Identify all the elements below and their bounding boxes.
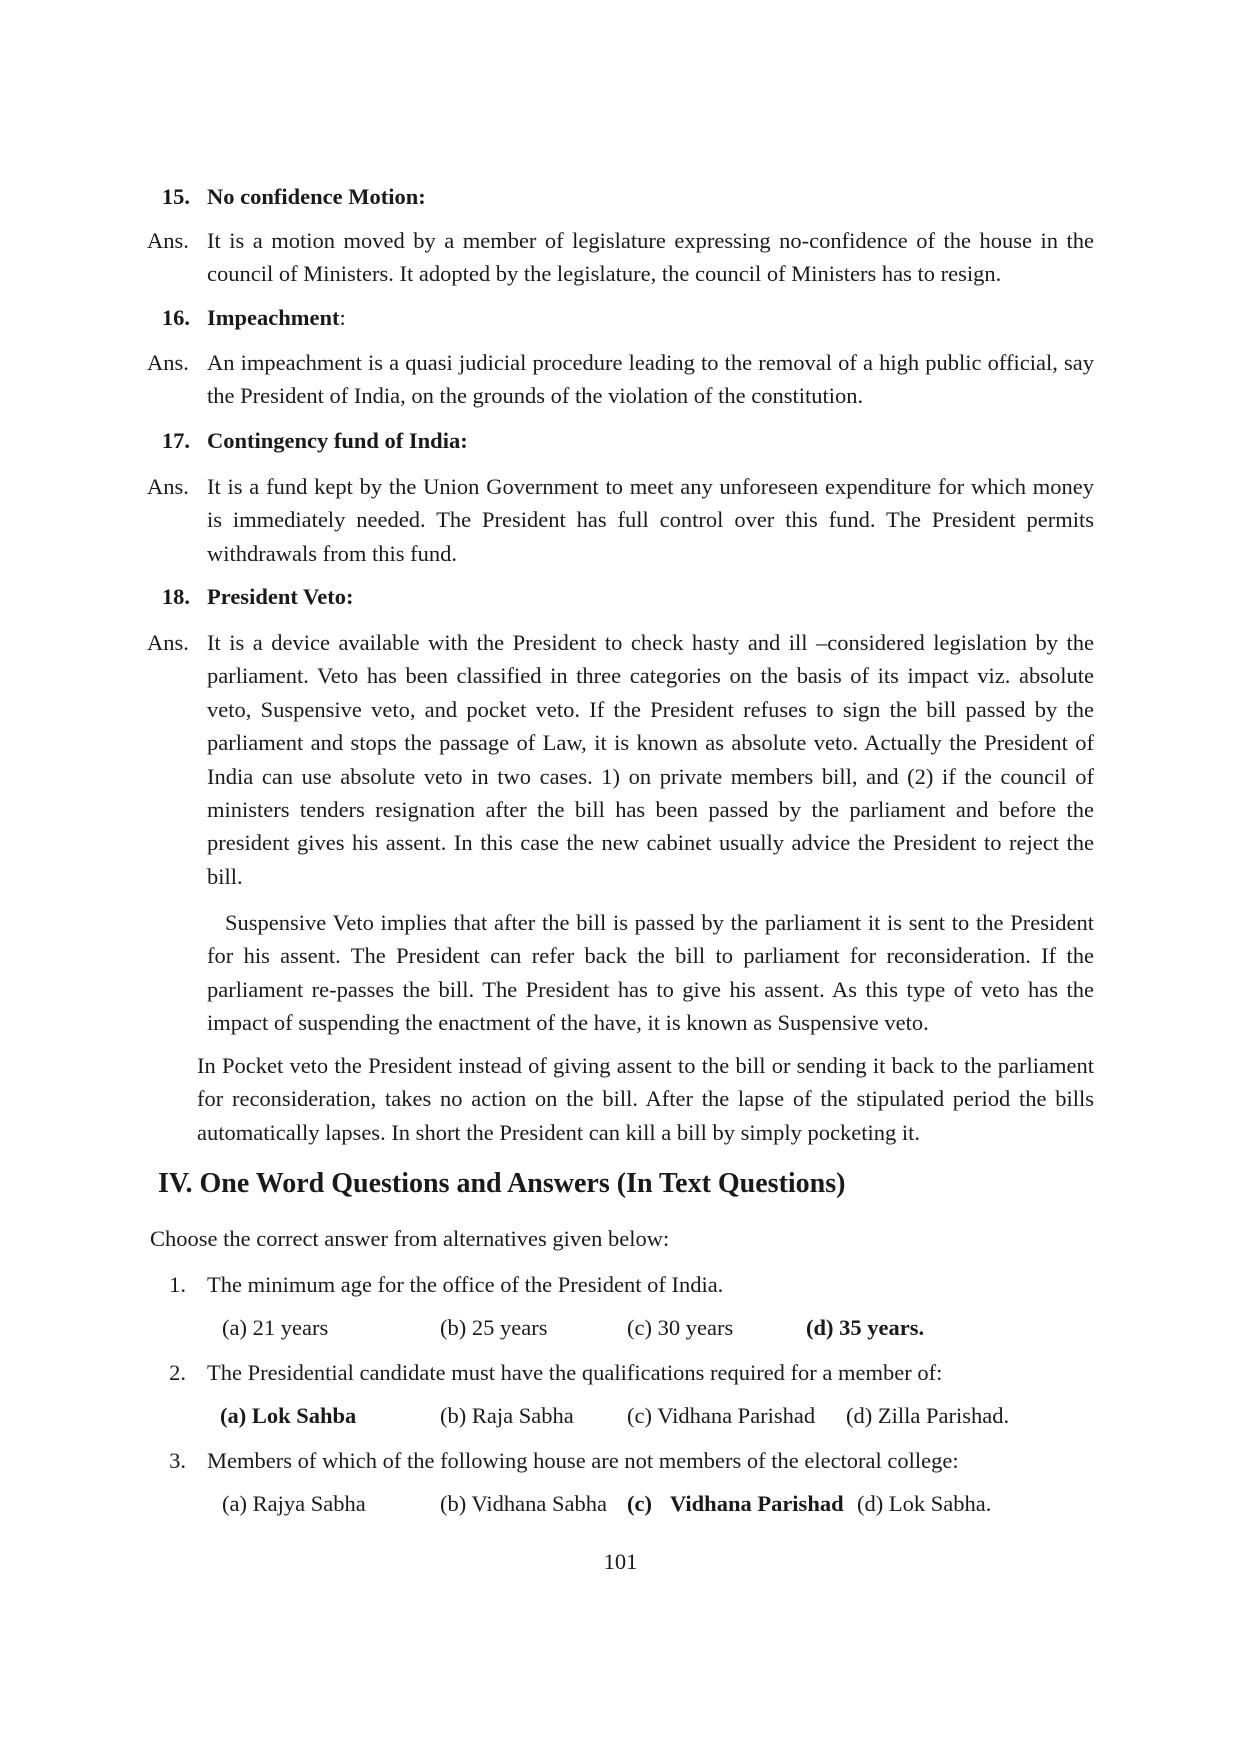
mcq-option-correct: (d) 35 years. <box>806 1315 925 1340</box>
mcq-number: 3. <box>169 1448 186 1473</box>
mcq-option: (c) 30 years <box>627 1315 734 1340</box>
item-title <box>207 301 346 334</box>
item-title-text: Impeachment <box>207 305 340 330</box>
item-title: No confidence Motion: <box>207 184 426 209</box>
mcq-option-correct: (a) Lok Sahba <box>220 1403 357 1428</box>
answer-paragraph: It is a fund kept by the Union Government to meet any unforeseen expenditure for which money is immediately needed. The President has full control over this fund. The President permits withdrawals from this fund. <box>207 474 1094 566</box>
mcq-question: The Presidential candidate must have the qualifications required for a member of: <box>207 1360 943 1385</box>
mcq-option: (b) Vidhana Sabha <box>440 1491 607 1516</box>
mcq-option: (a) Rajya Sabha <box>222 1491 366 1516</box>
section-heading: IV. One Word Questions and Answers (In Text Questions) <box>158 1168 846 1199</box>
pocket-veto-text: In Pocket veto the President instead of giving assent to the bill or sending it back to the parliament for reconsideration, takes no action on the bill. After the lapse of the stipulated period the bills automatically lapses. In short the President can kill a bill by simply pocketing it. <box>197 1053 1094 1145</box>
mcq-option-correct: Vidhana Parishad <box>670 1491 844 1516</box>
mcq-option: (d) Lok Sabha. <box>857 1491 992 1516</box>
item-number: 16. <box>161 305 190 330</box>
item-number: 18. <box>161 584 190 609</box>
mcq-number: 1. <box>169 1272 186 1297</box>
answer-paragraph-suspensive: Suspensive Veto implies that after the bill is passed by the parliament it is sent to the President for his assent. The President can refer back the bill to parliament for reconsideration. If the parliament re-passes the bill. The President has to give his assent. As this type of veto has the impact of suspending the enactment of the have, it is known as Suspensive veto. <box>207 910 1094 1036</box>
item-number: 15. <box>161 184 190 209</box>
mcq-option: (a) 21 years <box>222 1315 329 1340</box>
item-title: President Veto: <box>207 584 354 609</box>
answer-label: Ans. <box>147 630 189 655</box>
section-instruction: Choose the correct answer from alternatives given below: <box>150 1226 670 1251</box>
mcq-option: (b) 25 years <box>440 1315 548 1340</box>
mcq-option-correct-label: (c) <box>627 1491 652 1516</box>
answer-paragraph: It is a device available with the President to check hasty and ill –considered legislation by the parliament. Veto has been classified in three categories on the basis of its impact viz. absolute veto, Suspensive veto, and pocket veto. If the President refuses to sign the bill passed by the parliament and stops the passage of Law, it is known as absolute veto. Actually the President of India can use absolute veto in two cases. 1) on private members bill, and (2) if the council of ministers tenders resignation after the bill has been passed by the parliament and before the president gives his assent. In this case the new cabinet usually advice the President to reject the bill. <box>207 630 1094 889</box>
mcq-question: Members of which of the following house are not members of the electoral college: <box>207 1448 959 1473</box>
answer-paragraph-pocket <box>197 1049 1094 1149</box>
page-number: 101 <box>603 1549 638 1574</box>
mcq-question: The minimum age for the office of the President of India. <box>207 1272 724 1297</box>
mcq-option: (c) Vidhana Parishad <box>627 1403 816 1428</box>
mcq-number: 2. <box>169 1360 186 1385</box>
answer-paragraph: It is a motion moved by a member of legislature expressing no-confidence of the house in the council of Ministers. It adopted by the legislature, the council of Ministers has to resign. <box>207 228 1094 287</box>
answer-label: Ans. <box>147 350 189 375</box>
item-title: Contingency fund of India: <box>207 428 468 453</box>
answer-label: Ans. <box>147 474 189 499</box>
answer-label: Ans. <box>147 228 189 253</box>
answer-paragraph: An impeachment is a quasi judicial procedure leading to the removal of a high public official, say the President of India, on the grounds of the violation of the constitution. <box>207 350 1094 409</box>
item-number: 17. <box>161 428 190 453</box>
item-title-suffix: : <box>339 305 346 330</box>
mcq-option: (d) Zilla Parishad. <box>846 1403 1010 1428</box>
mcq-option: (b) Raja Sabha <box>440 1403 574 1428</box>
